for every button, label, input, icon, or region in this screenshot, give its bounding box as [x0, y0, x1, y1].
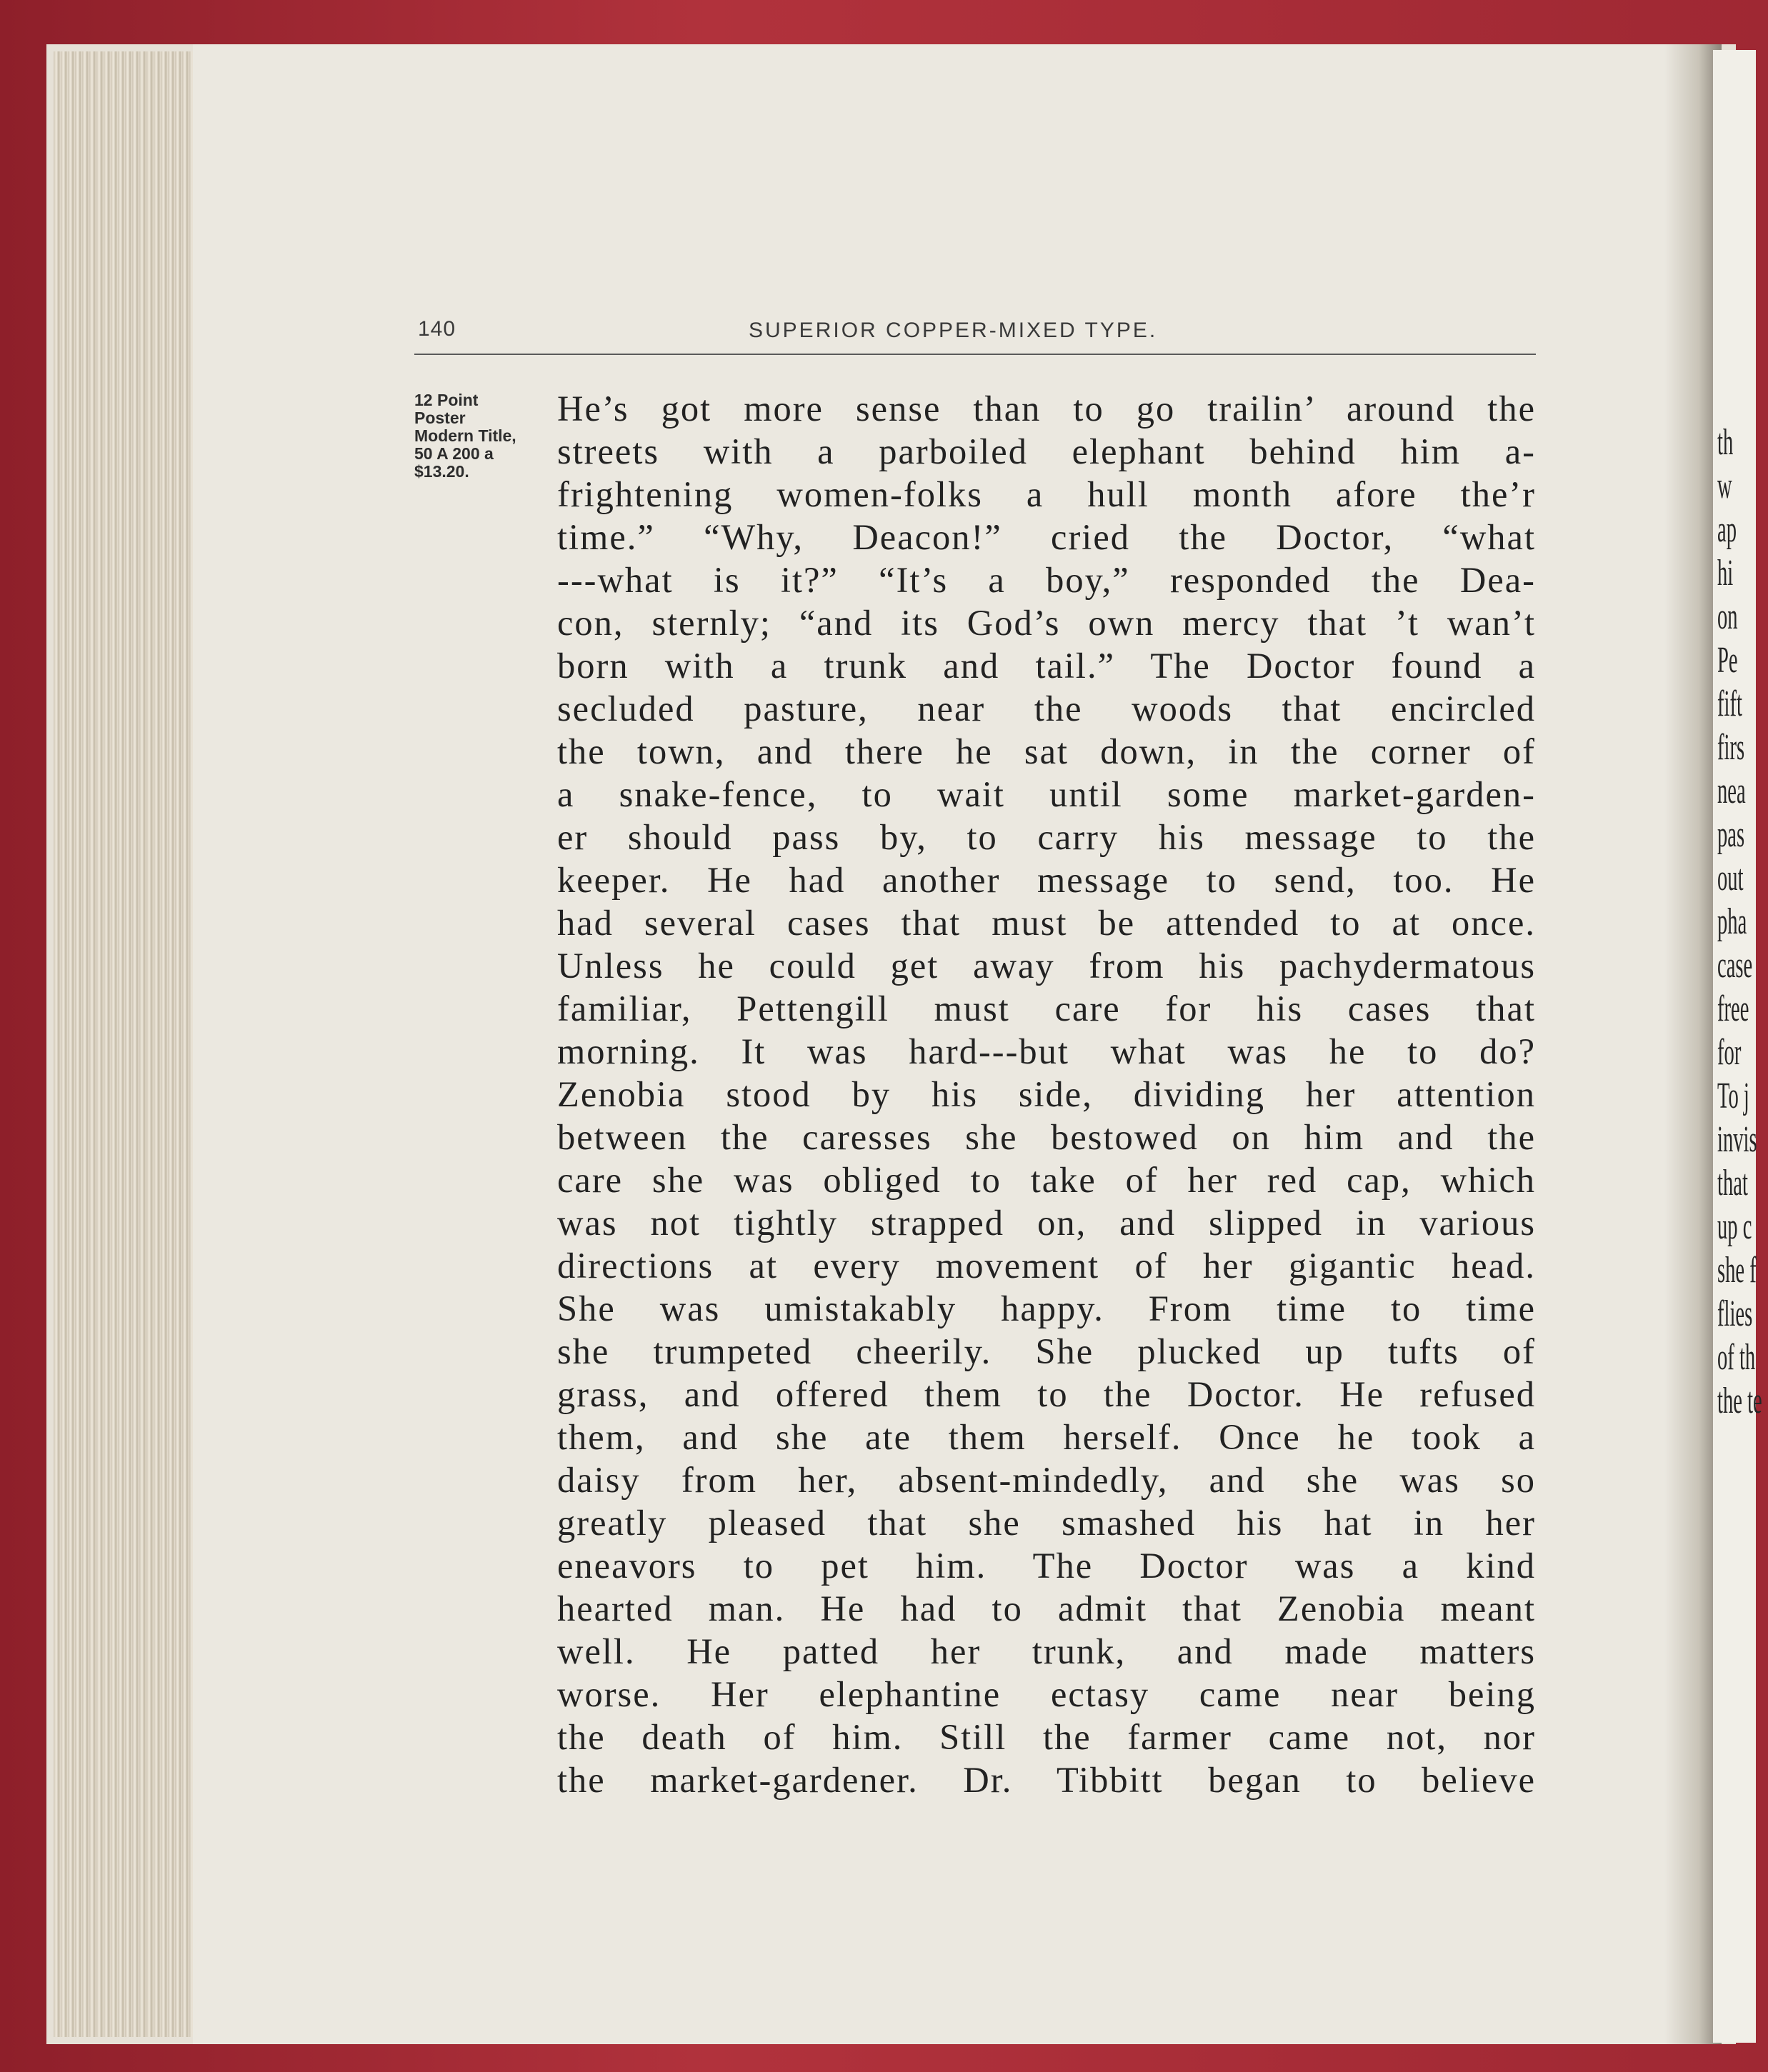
page-number: 140: [418, 317, 456, 341]
facing-page-edge: [1713, 50, 1762, 2043]
facing-page-fragment: ap: [1717, 509, 1737, 550]
facing-page-fragment: on: [1717, 596, 1738, 637]
facing-page-fragment: out: [1717, 858, 1744, 899]
running-head: SUPERIOR COPPER-MIXED TYPE.: [749, 319, 1158, 342]
facing-page-fragment: she f: [1717, 1250, 1757, 1291]
text-line: hearted man. He had to admit that Zenobia meant: [557, 1588, 1536, 1628]
specimen-label-line: Modern Title,: [414, 426, 516, 445]
text-line: the market-gardener. Dr. Tibbitt began to believe: [557, 1760, 1536, 1800]
facing-page-fragment: invis: [1717, 1119, 1757, 1160]
text-line: He’s got more sense than to go trailin’ around the: [557, 389, 1536, 429]
facing-page-fragment: To j: [1717, 1076, 1749, 1116]
text-line: was not tightly strapped on, and slipped in various: [557, 1203, 1536, 1243]
specimen-label-line: Poster: [414, 409, 466, 427]
text-line: keeper. He had another message to send, too. He: [557, 860, 1536, 900]
text-line: born with a trunk and tail.” The Doctor found a: [557, 646, 1536, 686]
facing-page-fragment: w: [1717, 466, 1732, 506]
facing-page-fragment: flies: [1717, 1293, 1753, 1334]
text-line: streets with a parboiled elephant behind him a-: [557, 431, 1536, 471]
text-line: worse. Her elephantine ectasy came near being: [557, 1674, 1536, 1714]
text-line: had several cases that must be attended to at once.: [557, 903, 1536, 943]
specimen-label-line: 50 A 200 a: [414, 444, 494, 463]
facing-page-fragment: for: [1717, 1032, 1742, 1073]
facing-page-fragment: Pe: [1717, 640, 1738, 681]
facing-page-fragment: pas: [1717, 814, 1745, 855]
text-line: secluded pasture, near the woods that encircled: [557, 689, 1536, 729]
facing-page-fragment: of th: [1717, 1337, 1756, 1378]
text-line: con, sternly; “and its God’s own mercy that ’t wan’t: [557, 603, 1536, 643]
text-line: greatly pleased that she smashed his hat in her: [557, 1503, 1536, 1543]
text-line: morning. It was hard---but what was he to do?: [557, 1031, 1536, 1071]
text-line: a snake-fence, to wait until some market-garden-: [557, 774, 1536, 814]
text-line: She was umistakably happy. From time to time: [557, 1288, 1536, 1328]
facing-page-fragment: that: [1717, 1163, 1748, 1203]
facing-page-fragment: firs: [1717, 727, 1745, 768]
text-line: she trumpeted cheerily. She plucked up tufts of: [557, 1331, 1536, 1371]
specimen-label: [414, 391, 557, 481]
text-line: time.” “Why, Deacon!” cried the Doctor, “what: [557, 517, 1536, 557]
text-line: Unless he could get away from his pachydermatous: [557, 946, 1536, 986]
text-line: ---what is it?” “It’s a boy,” responded the Dea-: [557, 560, 1536, 600]
page-edges-stack: [54, 51, 196, 2037]
facing-page-fragment: up c: [1717, 1206, 1752, 1247]
facing-page-fragment: th: [1717, 422, 1734, 463]
text-line: directions at every movement of her gigantic head.: [557, 1246, 1536, 1286]
text-line: them, and she ate them herself. Once he took a: [557, 1417, 1536, 1457]
text-line: Zenobia stood by his side, dividing her attention: [557, 1074, 1536, 1114]
facing-page-fragment: case: [1717, 945, 1753, 986]
specimen-label-line: $13.20.: [414, 462, 469, 481]
text-line: between the caresses she bestowed on him and the: [557, 1117, 1536, 1157]
text-line: familiar, Pettengill must care for his cases that: [557, 989, 1536, 1029]
text-line: frightening women-folks a hull month afore the’r: [557, 474, 1536, 514]
facing-page-fragment: free: [1717, 989, 1749, 1029]
facing-page-fragment: hi: [1717, 553, 1734, 594]
facing-page-fragment: nea: [1717, 771, 1746, 811]
header-rule: [414, 354, 1536, 355]
text-line: er should pass by, to carry his message to the: [557, 817, 1536, 857]
facing-page-fragment: the te: [1717, 1381, 1762, 1421]
body-text: [557, 387, 1536, 1801]
text-line: care she was obliged to take of her red cap, which: [557, 1160, 1536, 1200]
text-line: daisy from her, absent-mindedly, and she was so: [557, 1460, 1536, 1500]
specimen-label-line: 12 Point: [414, 391, 479, 409]
facing-page-fragment: fift: [1717, 684, 1742, 724]
text-line: well. He patted her trunk, and made matters: [557, 1631, 1536, 1671]
text-line: the town, and there he sat down, in the corner of: [557, 731, 1536, 771]
text-line: grass, and offered them to the Doctor. He refused: [557, 1374, 1536, 1414]
facing-page-fragment: pha: [1717, 901, 1747, 942]
text-line: the death of him. Still the farmer came not, nor: [557, 1717, 1536, 1757]
text-line: eneavors to pet him. The Doctor was a kind: [557, 1546, 1536, 1586]
